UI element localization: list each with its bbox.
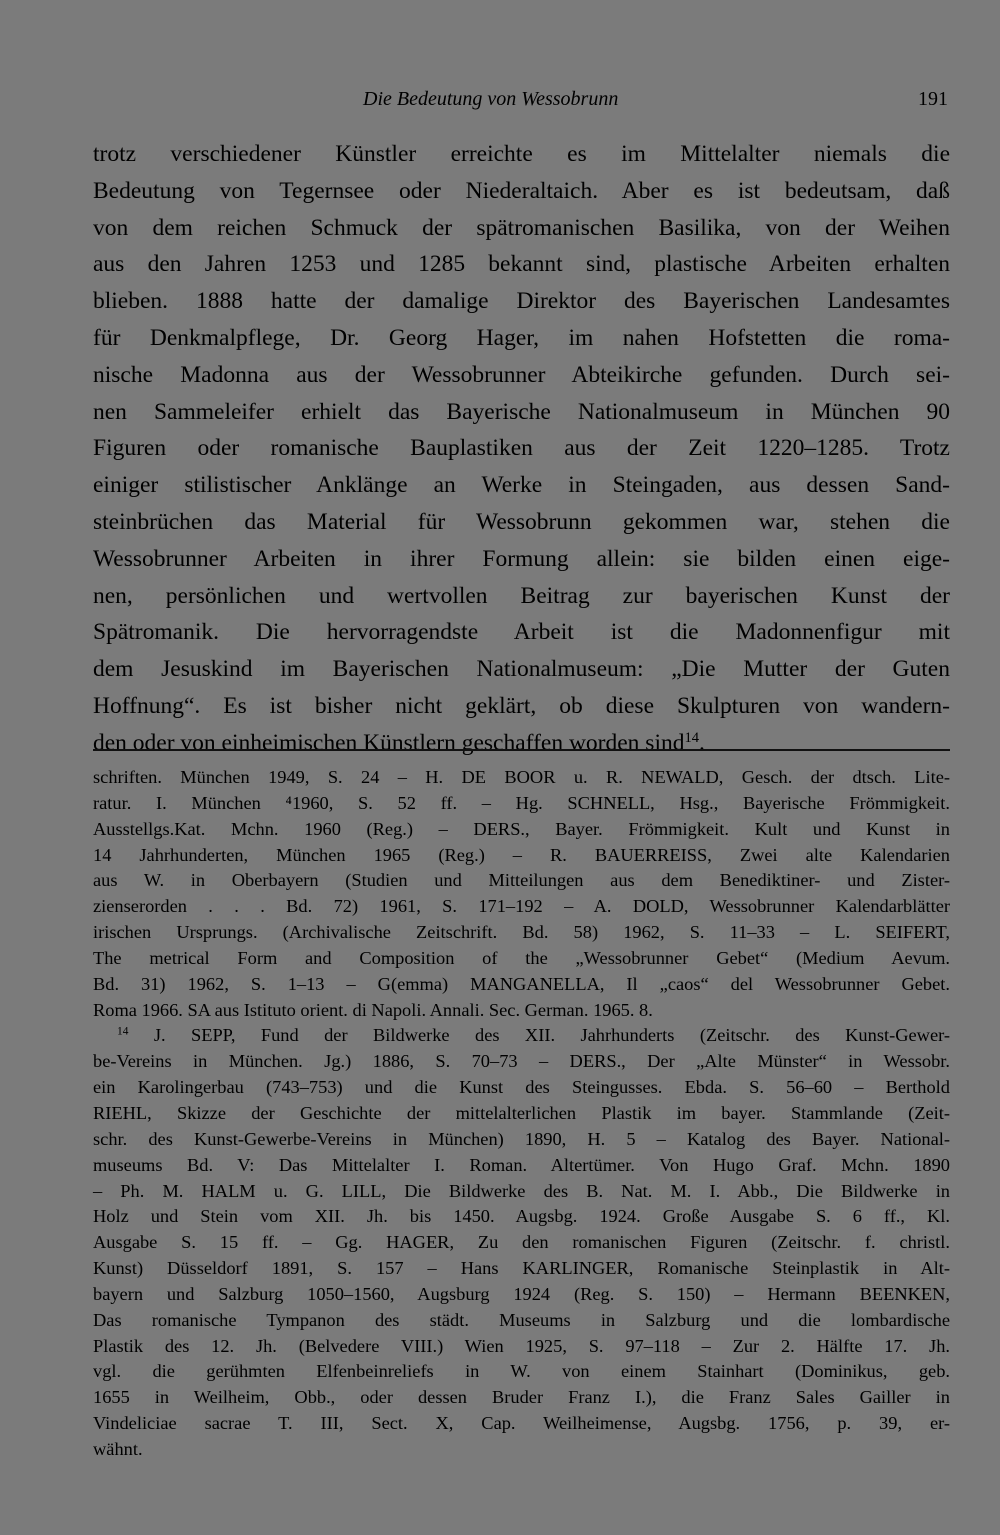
footnote-line: Vindeliciae sacrae T. III, Sect. X, Cap. Weilheimense, Augsbg. 1756, p. 39, er-	[93, 1413, 950, 1434]
footnote-line: Roma 1966. SA aus Istituto orient. di Napoli. Annali. Sec. German. 1965. 8.	[93, 999, 653, 1020]
text-line-last	[93, 725, 950, 762]
text-line: aus den Jahren 1253 und 1285 bekannt sind, plastische Arbeiten erhalten	[93, 251, 950, 278]
footnote-line: RIEHL, Skizze der Geschichte der mittelalterlichen Plastik im bayer. Stammlande (Zeit-	[93, 1102, 950, 1123]
last-line-text: den oder von einheimischen Künstlern geschaffen worden sind	[93, 729, 685, 756]
last-line-end: .	[699, 729, 705, 756]
page-number: 191	[918, 88, 948, 110]
footnote-line: Bd. 31) 1962, S. 1–13 – G(emma) MANGANELLA, Il „caos“ del Wessobrunner Gebet.	[93, 973, 950, 994]
footnote-line: schr. des Kunst-Gewerbe-Vereins in München) 1890, H. 5 – Katalog des Bayer. National-	[93, 1128, 950, 1149]
text-line: nen, persönlichen und wertvollen Beitrag zur bayerischen Kunst der	[93, 582, 950, 609]
text-line: steinbrüchen das Material für Wessobrunn gekommen war, stehen die	[93, 508, 950, 535]
footnote-line: be-Vereins in München. Jg.) 1886, S. 70–73 – DERS., Der „Alte Münster“ in Wessobr.	[93, 1051, 950, 1072]
page-header	[93, 82, 950, 118]
footnote-line: – Ph. M. HALM u. G. LILL, Die Bildwerke des B. Nat. M. I. Abb., Die Bildwerke in	[93, 1180, 950, 1201]
footnote-reference: 14	[684, 729, 700, 746]
text-line: trotz verschiedener Künstler erreichte es im Mittelalter niemals die	[93, 141, 950, 167]
text-line: nische Madonna aus der Wessobrunner Abteikirche gefunden. Durch sei-	[93, 361, 950, 388]
text-line: einiger stilistischer Anklänge an Werke in Steingaden, aus dessen Sand-	[93, 472, 950, 499]
footnote-divider	[93, 749, 950, 751]
footnote-line: irischen Ursprungs. (Archivalische Zeitschrift. Bd. 58) 1962, S. 11–33 – L. SEIFERT,	[93, 922, 950, 943]
footnote-line: Plastik des 12. Jh. (Belvedere VIII.) Wien 1925, S. 97–118 – Zur 2. Hälfte 17. Jh.	[93, 1335, 950, 1356]
footnote-14-text: J. SEPP, Fund der Bildwerke des XII. Jahrhunderts (Zeitschr. des Kunst-Gewer-	[153, 1025, 950, 1046]
running-title: Die Bedeutung von Wessobrunn	[363, 88, 619, 110]
footnote-line: Ausstellgs.Kat. Mchn. 1960 (Reg.) – DERS., Bayer. Frömmigkeit. Kult und Kunst in	[93, 818, 950, 839]
footnote-line: zienserorden . . . Bd. 72) 1961, S. 171–192 – A. DOLD, Wessobrunner Kalendarblätter	[93, 896, 950, 917]
text-line: Bedeutung von Tegernsee oder Niederaltaich. Aber es ist bedeutsam, daß	[93, 177, 950, 204]
footnote-line: museums Bd. V: Das Mittelalter I. Roman. Altertümer. Von Hugo Graf. Mchn. 1890	[93, 1154, 950, 1175]
footnote-line: bayern und Salzburg 1050–1560, Augsburg 1924 (Reg. S. 150) – Hermann BEENKEN,	[93, 1283, 950, 1304]
footnote-line: aus W. in Oberbayern (Studien und Mitteilungen aus dem Benediktiner- und Zister-	[93, 870, 950, 891]
text-line: Wessobrunner Arbeiten in ihrer Formung allein: sie bilden einen eige-	[93, 545, 950, 572]
footnote-14-marker: 14	[117, 1026, 129, 1039]
text-line: blieben. 1888 hatte der damalige Direktor des Bayerischen Landesamtes	[93, 288, 950, 315]
text-line: von dem reichen Schmuck der spätromanischen Basilika, von der Weihen	[93, 214, 950, 241]
footnote-line: Holz und Stein vom XII. Jh. bis 1450. Augsbg. 1924. Große Ausgabe S. 6 ff., Kl.	[93, 1206, 950, 1227]
footnotes	[93, 765, 950, 1463]
footnote-line: 1655 in Weilheim, Obb., oder dessen Bruder Franz I.), die Franz Sales Gailler in	[93, 1387, 950, 1408]
text-line: Figuren oder romanische Bauplastiken aus der Zeit 1220–1285. Trotz	[93, 435, 950, 462]
footnote-line: Ausgabe S. 15 ff. – Gg. HAGER, Zu den romanischen Figuren (Zeitschr. f. christl.	[93, 1232, 950, 1253]
footnote-line: wähnt.	[93, 1438, 143, 1459]
text-line: nen Sammeleifer erhielt das Bayerische Nationalmuseum in München 90	[93, 398, 950, 425]
footnote-line: ratur. I. München ⁴1960, S. 52 ff. – Hg. SCHNELL, Hsg., Bayerische Frömmigkeit.	[93, 792, 950, 813]
footnote-14-first-line	[93, 1023, 950, 1049]
text-line: Hoffnung“. Es ist bisher nicht geklärt, ob diese Skulpturen von wandern-	[93, 692, 950, 719]
footnote-line: Das romanische Tympanon des städt. Museums in Salzburg und die lombardische	[93, 1309, 950, 1330]
text-line: Spätromanik. Die hervorragendste Arbeit ist die Madonnenfigur mit	[93, 619, 950, 646]
footnote-line: Kunst) Düsseldorf 1891, S. 157 – Hans KARLINGER, Romanische Steinplastik in Alt-	[93, 1258, 950, 1279]
footnote-line: The metrical Form and Composition of the „Wessobrunner Gebet“ (Medium Aevum.	[93, 947, 950, 968]
footnote-line: vgl. die gerühmten Elfenbeinreliefs in W. von einem Stainhart (Dominikus, geb.	[93, 1361, 950, 1382]
main-text	[93, 136, 950, 762]
footnote-line: schriften. München 1949, S. 24 – H. DE BOOR u. R. NEWALD, Gesch. der dtsch. Lite-	[93, 767, 950, 787]
footnote-line: ein Karolingerbau (743–753) und die Kunst des Steingusses. Ebda. S. 56–60 – Berthold	[93, 1077, 950, 1098]
footnote-line: 14 Jahrhunderten, München 1965 (Reg.) – R. BAUERREISS, Zwei alte Kalendarien	[93, 844, 950, 865]
text-line: dem Jesuskind im Bayerischen Nationalmuseum: „Die Mutter der Guten	[93, 656, 950, 683]
text-line: für Denkmalpflege, Dr. Georg Hager, im nahen Hofstetten die roma-	[93, 324, 950, 351]
